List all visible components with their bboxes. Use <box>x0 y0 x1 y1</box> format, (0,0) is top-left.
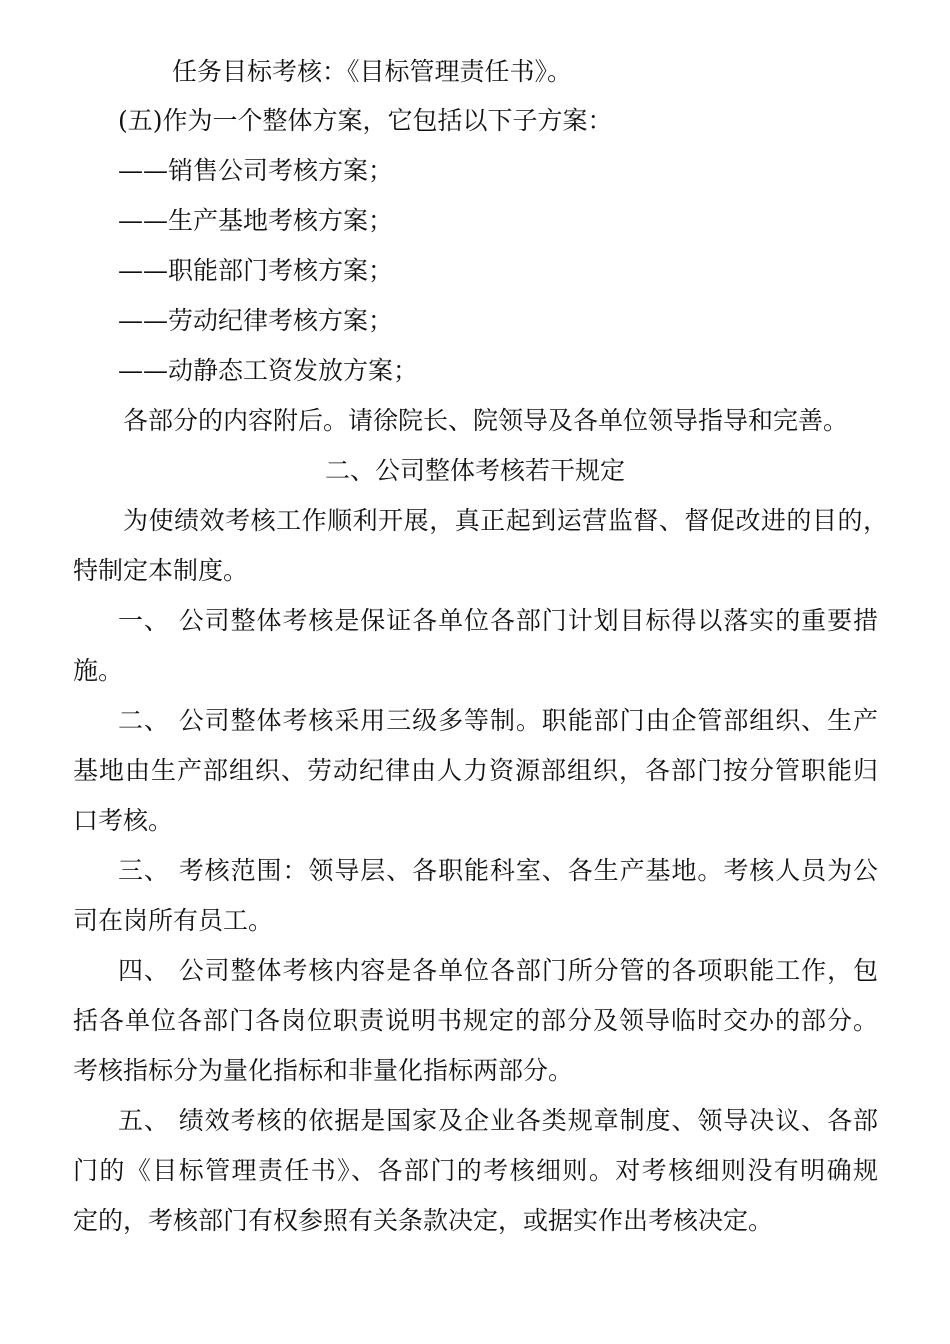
numbered-clause-line: 五、 绩效考核的依据是国家及企业各类规章制度、领导决议、各部 <box>118 1106 878 1135</box>
paragraph-line: 基地由生产部组织、劳动纪律由人力资源部组织，各部门按分管职能归 <box>73 756 878 785</box>
list-item: ——劳动纪律考核方案； <box>118 306 394 335</box>
paragraph-line: 任务目标考核：《目标管理责任书》。 <box>172 57 573 86</box>
numbered-clause-line: 二、 公司整体考核采用三级多等制。职能部门由企管部组织、生产 <box>118 706 878 735</box>
paragraph-line: 各部分的内容附后。请徐院长、院领导及各单位领导指导和完善。 <box>123 406 849 435</box>
section-heading: 二、公司整体考核若干规定 <box>324 456 625 485</box>
paragraph-line: 门的《目标管理责任书》、各部门的考核细则。对考核细则没有明确规 <box>73 1156 878 1185</box>
paragraph-line: 定的，考核部门有权参照有关条款决定，或据实作出考核决定。 <box>73 1206 774 1235</box>
paragraph-line: 为使绩效考核工作顺利开展，真正起到运营监督、督促改进的目的， <box>123 506 888 535</box>
list-item: ——职能部门考核方案； <box>118 256 394 285</box>
paragraph-line: 口考核。 <box>73 806 174 835</box>
paragraph-line: 括各单位各部门各岗位职责说明书规定的部分及领导临时交办的部分。 <box>73 1006 878 1035</box>
numbered-clause-line: 四、 公司整体考核内容是各单位各部门所分管的各项职能工作，包 <box>118 956 878 985</box>
numbered-clause-line: 三、 考核范围：领导层、各职能科室、各生产基地。考核人员为公 <box>118 856 878 885</box>
paragraph-line: 施。 <box>73 656 124 685</box>
paragraph-line: 考核指标分为量化指标和非量化指标两部分。 <box>73 1056 574 1085</box>
list-item: ——生产基地考核方案； <box>118 206 394 235</box>
section-intro-line: (五)作为一个整体方案，它包括以下子方案： <box>118 106 613 135</box>
list-item: ——动静态工资发放方案； <box>118 356 419 385</box>
list-item: ——销售公司考核方案； <box>118 156 394 185</box>
paragraph-line: 特制定本制度。 <box>73 556 249 585</box>
paragraph-line: 司在岗所有员工。 <box>73 906 274 935</box>
numbered-clause-line: 一、 公司整体考核是保证各单位各部门计划目标得以落实的重要措 <box>118 606 878 635</box>
